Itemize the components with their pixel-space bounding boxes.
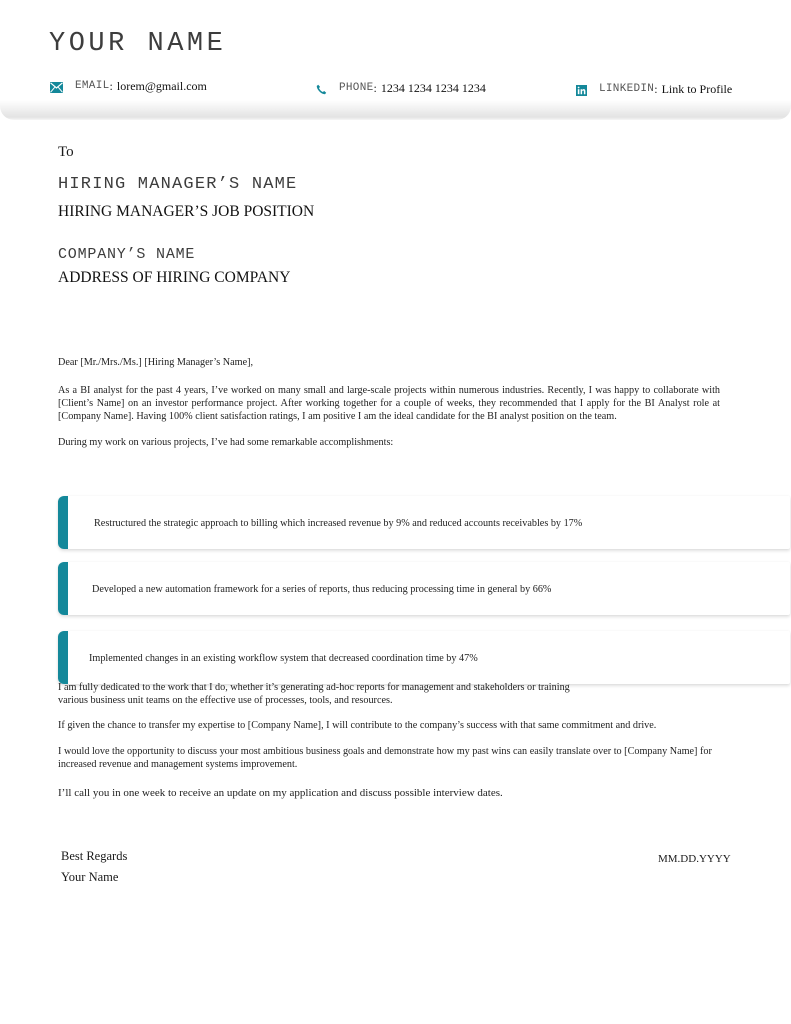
signature-name: Your Name bbox=[61, 870, 119, 884]
accomplishments-intro: During my work on various projects, I’ve had some remarkable accomplishments: bbox=[58, 437, 394, 448]
follow-up-paragraph: I’ll call you in one week to receive an update on my application and discuss possible interview dates. bbox=[58, 787, 503, 799]
accomplishment-card bbox=[58, 496, 790, 549]
accent-bar bbox=[58, 496, 68, 549]
envelope-icon bbox=[50, 81, 63, 92]
accomplishment-card bbox=[58, 631, 790, 684]
accomplishment-card bbox=[58, 562, 790, 615]
applicant-name: YOUR NAME bbox=[49, 29, 227, 59]
contact-phone: PHONE : 1234 1234 1234 1234 bbox=[316, 80, 486, 96]
accomplishment-text: Developed a new automation framework for a series of reports, thus reducing processing time in general by 66% bbox=[92, 584, 552, 595]
linkedin-value[interactable]: Link to Profile bbox=[661, 82, 733, 96]
accomplishment-text: Implemented changes in an existing workflow system that decreased coordination time by 47% bbox=[89, 653, 478, 664]
header-divider bbox=[0, 100, 791, 120]
dedication-paragraph: I am fully dedicated to the work that I do, whether it’s generating ad-hoc reports for management and stakeholders or training various business unit teams on the effective use of processes, tools, and resources. bbox=[58, 682, 570, 706]
letter-date: MM.DD.YYYY bbox=[658, 853, 731, 865]
intro-paragraph: As a BI analyst for the past 4 years, I’ve worked on many small and large-scale projects within numerous industries. Recently, I was happy to collaborate with [Client’s Name] on an investor performance project. After working together for a couple of weeks, they recommended that I apply for the BI Analyst role at [Company Name]. Having 100% client satisfaction ratings, I am positive I am the ideal candidate for the BI analyst position on the team. bbox=[58, 385, 720, 422]
phone-value[interactable]: 1234 1234 1234 1234 bbox=[380, 81, 486, 95]
accent-bar bbox=[58, 631, 68, 684]
recipient-to: To bbox=[58, 144, 74, 160]
company-name: COMPANY’S NAME bbox=[58, 246, 196, 263]
phone-label: PHONE bbox=[339, 82, 374, 94]
linkedin-label: LINKEDIN bbox=[599, 83, 655, 95]
closing: Best Regards bbox=[61, 849, 128, 863]
contact-email: EMAIL : lorem@gmail.com bbox=[50, 78, 207, 94]
accomplishment-text: Restructured the strategic approach to billing which increased revenue by 9% and reduced accounts receivables by 17% bbox=[94, 518, 583, 529]
contact-linkedin: LINKEDIN : Link to Profile bbox=[576, 81, 732, 97]
salutation: Dear [Mr./Mrs./Ms.] [Hiring Manager’s Name], bbox=[58, 357, 254, 368]
accent-bar bbox=[58, 562, 68, 615]
transfer-paragraph: If given the chance to transfer my expertise to [Company Name], I will contribute to the company’s success with that same commitment and drive. bbox=[58, 720, 657, 731]
email-label: EMAIL bbox=[75, 80, 110, 92]
hiring-manager-position: HIRING MANAGER’S JOB POSITION bbox=[58, 203, 315, 220]
email-value[interactable]: lorem@gmail.com bbox=[116, 79, 207, 93]
opportunity-paragraph: I would love the opportunity to discuss your most ambitious business goals and demonstrate how my past wins can easily translate over to [Company Name] for increased revenue and management systems improvement. bbox=[58, 746, 712, 770]
company-address: ADDRESS OF HIRING COMPANY bbox=[58, 269, 291, 286]
phone-icon bbox=[316, 83, 327, 94]
hiring-manager-name: HIRING MANAGER’S NAME bbox=[58, 175, 298, 194]
linkedin-icon bbox=[576, 84, 587, 95]
